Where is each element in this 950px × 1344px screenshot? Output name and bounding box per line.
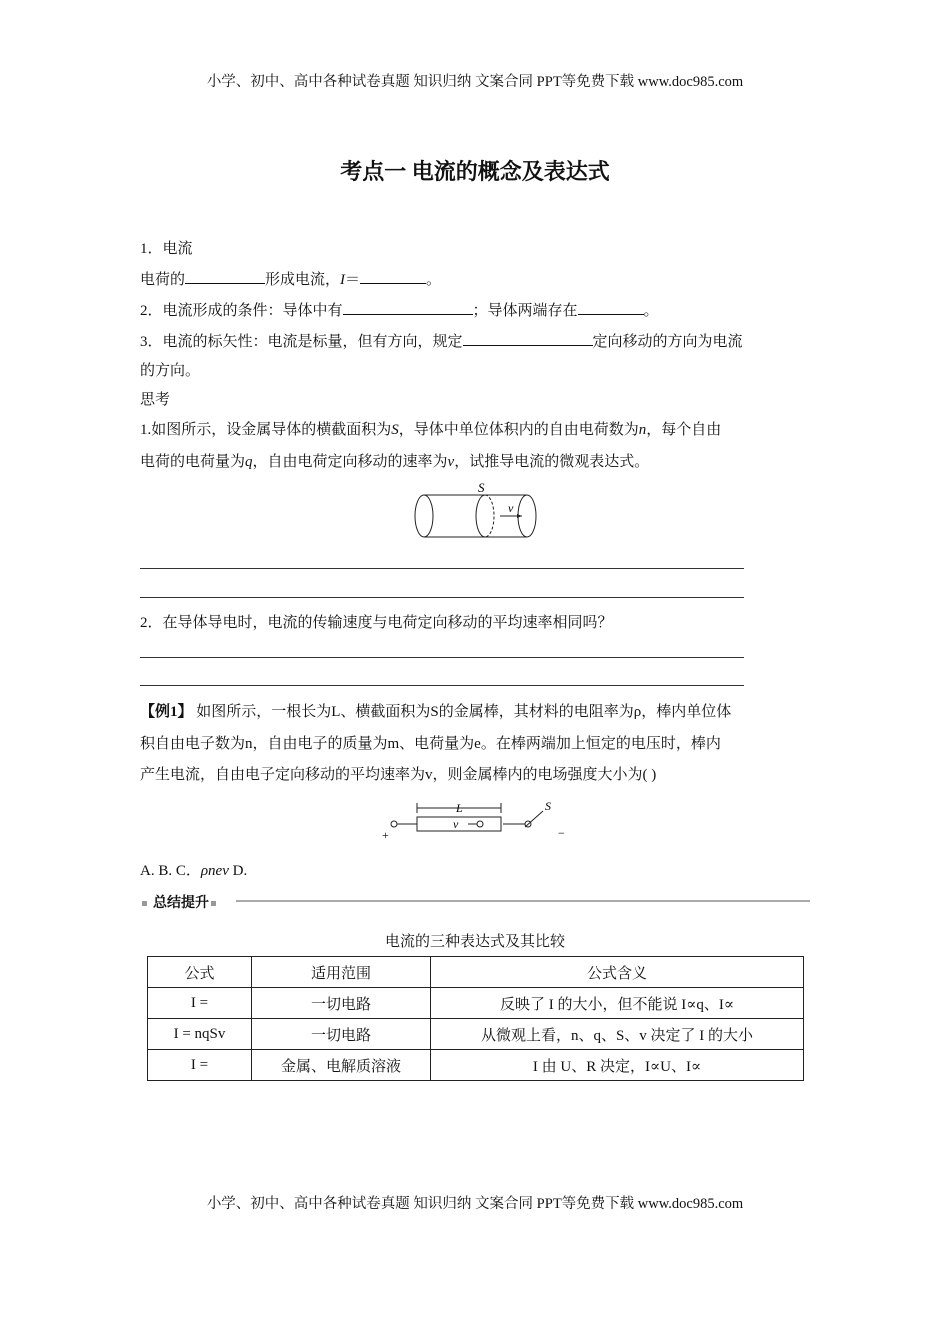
positive-terminal: + [382,828,389,842]
item-2-text: 2．电流形成的条件：导体中有 ；导体两端存在 。 [140,299,659,320]
summary-bar [140,892,810,910]
table-row: I = 一切电路 反映了 I 的大小，但不能说 I∝q、I∝ [148,988,804,1019]
comparison-table [147,956,804,1081]
example-1-line-3: 产生电流，自由电子定向移动的平均速率为v，则金属棒内的电场强度大小为( ) [140,767,657,783]
conductor-figure [410,478,545,544]
item-3-text: 3．电流的标矢性：电流是标量，但有方向，规定 定向移动的方向为电流 [140,330,743,351]
example-1-line-1: 【例1】 如图所示，一根长为L、横截面积为S的金属棒，其材料的电阻率为ρ，棒内单位体 [140,704,732,720]
answer-line [140,597,744,598]
negative-terminal: − [558,826,565,840]
length-label: L [456,801,463,815]
item-1-text: 电荷的 形成电流，I＝ 。 [140,268,441,289]
metal-rod-figure [380,795,580,845]
section-title: 考点一 电流的概念及表达式 [340,159,610,184]
table-title: 电流的三种表达式及其比较 [384,934,565,950]
think-heading: 思考 [140,392,171,408]
cross-section-label: S [478,480,485,495]
page-footer: 小学、初中、高中各种试卷真题 知识归纳 文案合同 PPT等免费下载 www.doc985.com [206,1196,744,1212]
question-1-line-1: 1.如图所示，设金属导体的横截面积为S，导体中单位体积内的自由电荷数为n，每个自由 [140,422,722,438]
table-row: I = 金属、电解质溶液 I 由 U、R 决定，I∝U、I∝ [148,1050,804,1081]
answer-options: A. B. C．ρnev D. [140,863,248,879]
example-1-line-2: 积自由电子数为n，自由电子的质量为m、电荷量为e。在棒两端加上恒定的电压时，棒内 [140,736,721,752]
answer-line [140,568,744,569]
velocity-label: v [453,817,459,831]
answer-line [140,657,744,658]
item-3-text-cont: 的方向。 [140,363,201,379]
velocity-label: v [508,501,514,515]
summary-heading: 总结提升 [153,895,209,911]
item-1-heading: 1．电流 [140,241,193,257]
area-label: S [545,799,551,813]
table-row: I = nqSv 一切电路 从微观上看，n、q、S、v 决定了 I 的大小 [148,1019,804,1050]
table-header-row: 公式 适用范围 公式含义 [148,957,804,988]
page-header: 小学、初中、高中各种试卷真题 知识归纳 文案合同 PPT等免费下载 www.doc985.com [206,74,744,90]
answer-line [140,685,744,686]
question-2: 2．在导体导电时，电流的传输速度与电荷定向移动的平均速率相同吗？ [140,615,613,631]
question-1-line-2: 电荷的电荷量为q，自由电荷定向移动的速率为v，试推导电流的微观表达式。 [140,454,650,470]
